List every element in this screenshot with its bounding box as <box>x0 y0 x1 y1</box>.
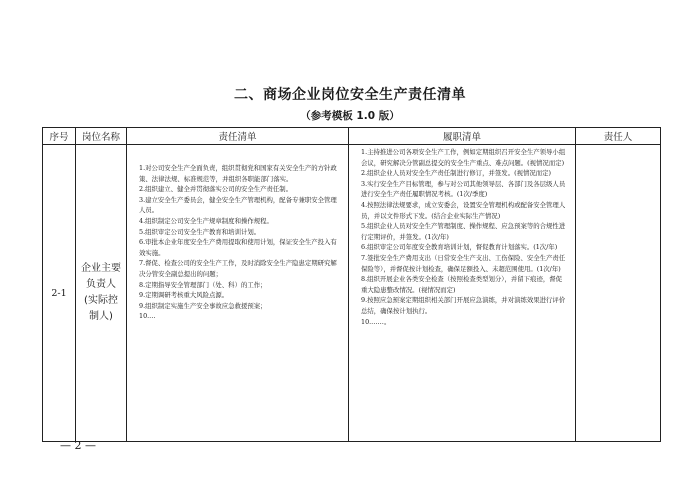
page-subtitle: （参考模板 1.0 版） <box>300 110 400 122</box>
table-header-row <box>43 128 661 145</box>
list-item: 4.按照法律法规要求，成立安委会，设置安全管理机构或配备安全管理人员，并以文件形式下发。(结合企业实际生产情况) <box>361 200 566 220</box>
list-item: 3.建立安全生产委员会，健全安全生产管理机构，配备专兼职安全管理人员。 <box>139 195 337 215</box>
row-person <box>576 145 661 442</box>
responsibility-list <box>127 145 349 442</box>
header-position: 岗位名称 <box>76 128 127 145</box>
list-item: 2.组织建立、健全并贯彻落实公司的安全生产责任制。 <box>139 185 293 194</box>
table-row <box>43 145 661 442</box>
list-item: 5.组织企业人员对安全生产管理制度、操作规程、应急预案等的合规性进行定期评价，并签发。(1次/年) <box>361 222 566 241</box>
responsibility-table <box>42 127 661 442</box>
list-item: 9.定期调研考核重大风险点源。 <box>139 291 229 300</box>
list-item: 8.定期指导安全管理部门（处、科）的工作； <box>139 280 267 289</box>
duty-list <box>349 145 576 442</box>
header-seq: 序号 <box>43 128 76 145</box>
list-item: 3.实行安全生产目标管理，参与对公司其他领导层、各部门及各层级人员进行安全生产责任履职情况考核。(1次/季度) <box>361 179 566 199</box>
row-seq: 2-1 <box>43 145 76 442</box>
list-item: 7.督促、检查公司的安全生产工作，及时消除安全生产隐患定期研究解决分管安全副总提出的问题； <box>139 259 337 278</box>
row-position: 企业主要负责人(实际控制人) <box>76 145 127 442</box>
header-duties: 履职清单 <box>349 128 576 145</box>
list-item: 4.组织制定公司安全生产规章制度和操作规程。 <box>139 216 273 225</box>
list-item: 9.按照应急预案定期组织相关部门开展应急演练，并对演练效果进行评价总结，确保按计划执行。 <box>361 296 566 315</box>
header-responsibilities: 责任清单 <box>127 128 349 145</box>
page-number: — 2 — <box>60 439 96 452</box>
list-item: 6.组织审定公司年度安全教育培训计划，督促教育计划落实。(1次/年) <box>361 243 558 252</box>
list-item: 10.… <box>139 312 156 321</box>
list-item: 9.组织制定实施生产安全事故应急救援预案； <box>139 301 267 310</box>
list-item: 1.对公司安全生产全面负责，组织贯彻党和国家有关安全生产的方针政策、法律法规、标准规范等，并组织各职能部门落实。 <box>139 164 337 183</box>
header-person: 责任人 <box>576 128 661 145</box>
list-item: 6.审批本企业年度安全生产费用提取和使用计划，保证安全生产投入有效实施。 <box>139 238 337 257</box>
list-item: 5.组织审定公司安全生产教育和培训计划。 <box>139 227 261 236</box>
list-item: 7.签批安全生产费用支出（日常安全生产支出、工伤保险、安全生产责任保险等），并督促按计划检查，确保足额投入、未超范围使用。(1次/年) <box>361 253 566 273</box>
list-item: 8.组织开展企业各类安全检查（按照检查类型划分），并留下痕迹，督促重大隐患整改情况。(视情况而定) <box>361 275 563 294</box>
page-title: 二、商场企业岗位安全生产责任清单 <box>234 87 466 103</box>
list-item: 1.主持推进公司各项安全生产工作，例如定期组织召开安全生产领导小组会议，研究解决分管副总提交的安全生产重点、难点问题。(视情况而定) <box>361 148 566 167</box>
list-item: 10.……。 <box>361 317 391 326</box>
list-item: 2.组织企业人员对安全生产责任制进行修订，并签发。(视情况而定) <box>361 169 552 178</box>
